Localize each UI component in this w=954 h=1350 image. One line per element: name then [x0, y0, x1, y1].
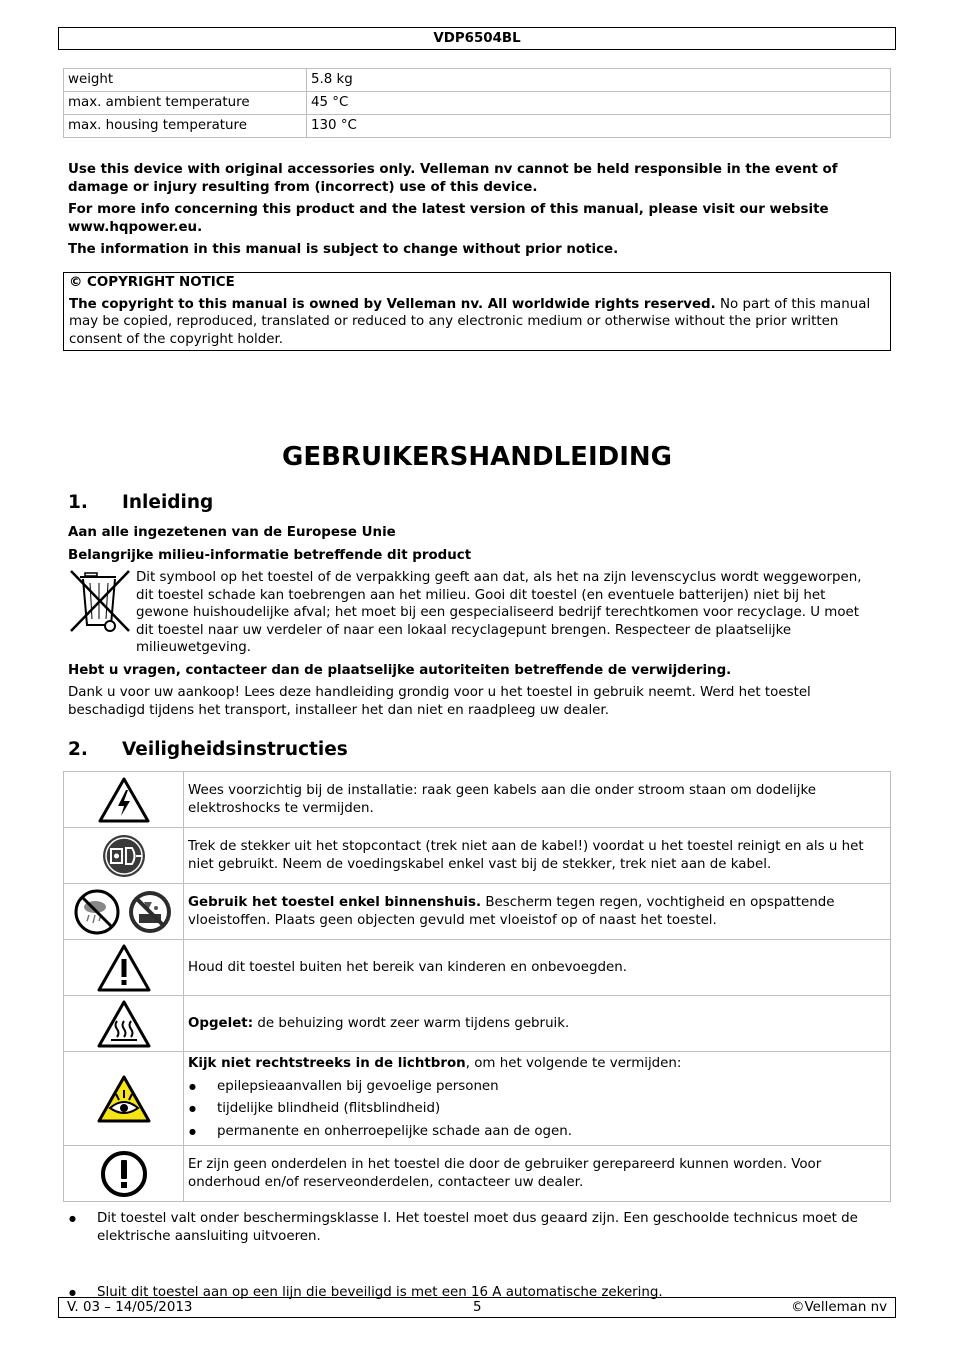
spec-table: [63, 68, 891, 138]
safety-normal-text: Bescherm tegen regen, vochtigheid en opspattende vloeistoffen. Plaats geen objecten gevuld met vloeistof op of naast het toestel.: [188, 895, 835, 928]
copyright-bold-text: The copyright to this manual is owned by Velleman nv. All worldwide rights reserved.: [69, 296, 716, 312]
table-row: [64, 1052, 891, 1146]
table-row: [64, 884, 891, 940]
thanks-text: Dank u voor uw aankoop! Lees deze handleiding grondig voor u het toestel in gebruik neemt. Werd het toestel beschadigd tijdens het transport, installeer het dan niet en raadpleeg uw dealer.: [68, 685, 811, 718]
section-title: Inleiding: [122, 492, 214, 513]
subheading-eu: Aan alle ingezetenen van de Europese Unie: [68, 525, 396, 540]
safety-bold-text: Gebruik het toestel enkel binnenshuis.: [188, 895, 482, 910]
notice-accessories: Use this device with original accessories only. Velleman nv cannot be held responsible in the event of damage or injury resulting from (incorrect) use of this device.: [68, 162, 838, 195]
no-rain-icon: [73, 888, 121, 936]
copyright-body: [69, 296, 885, 349]
electric-shock-warning-icon: [64, 772, 184, 828]
exclamation-circle-icon: [64, 1146, 184, 1202]
safety-bold-text: Opgelet:: [188, 1015, 254, 1031]
list-item: ● permanente en onherroepelijke schade aan de ogen.: [188, 1123, 886, 1141]
section-2-heading: [68, 738, 348, 762]
safety-text: Houd dit toestel buiten het bereik van kinderen en onbevoegden.: [184, 940, 891, 996]
list-item: ● tijdelijke blindheid (flitsblindheid): [188, 1100, 886, 1118]
no-rain-no-liquid-icons: [64, 884, 184, 940]
footer-page-number: 5: [473, 1300, 482, 1315]
spec-label: weight: [64, 69, 307, 92]
section-number: 1.: [68, 492, 88, 513]
table-row: [64, 828, 891, 884]
section-title: Veiligheidsinstructies: [122, 739, 348, 760]
table-row: [64, 115, 891, 138]
safety-table: [63, 771, 891, 1202]
list-item: ● Sluit dit toestel aan op een lijn die beveiligd is met een 16 A automatische zekering.: [68, 1284, 887, 1302]
notice-more-info: For more info concerning this product and the latest version of this manual, please visit our website www.hqpower.eu.: [68, 202, 829, 235]
copyright-text: No part of this manual may be copied, reproduced, translated or reduced to any electronic medium or otherwise without the prior written consent of the copyright holder.: [69, 296, 871, 347]
table-row: [64, 996, 891, 1052]
weee-bin-icon: [68, 569, 132, 635]
safety-normal-text: de behuizing wordt zeer warm tijdens gebruik.: [253, 1015, 570, 1031]
table-row: [64, 92, 891, 115]
spec-value: 5.8 kg: [307, 69, 891, 92]
manual-title: GEBRUIKERSHANDLEIDING: [282, 442, 672, 472]
spec-value: 130 °C: [307, 115, 891, 138]
list-item: ● Dit toestel valt onder beschermingsklasse I. Het toestel moet dus geaard zijn. Een geschoolde technicus moet de elektrische aansluiting uitvoeren.: [68, 1210, 887, 1245]
table-row: [64, 772, 891, 828]
footer-company: ©Velleman nv: [791, 1300, 887, 1315]
footer-version: V. 03 – 14/05/2013: [67, 1300, 193, 1315]
weee-text: Dit symbool op het toestel of de verpakking geeft aan dat, als het na zijn levenscyclus wordt weggeworpen, dit toestel schade kan toebrengen aan het milieu. Gooi dit toestel (en eventuele batterijen) niet bij het gewone huishoudelijke afval; het moet bij een gespecialiseerd bedrijf terechtkomen voor recyclage. U moet dit toestel naar uw verdeler of naar een lokaal recyclagepunt brengen. Respecteer de plaatselijke milieuwetgeving.: [136, 570, 862, 655]
spec-value: 45 °C: [307, 92, 891, 115]
spec-label: max. ambient temperature: [64, 92, 307, 115]
safety-text: Wees voorzichtig bij de installatie: raak geen kabels aan die onder stroom staan om dodelijke elektroshocks te vermijden.: [184, 772, 891, 828]
spec-label: max. housing temperature: [64, 115, 307, 138]
hot-surface-icon: [64, 996, 184, 1052]
section-number: 2.: [68, 739, 88, 760]
document-footer: [58, 1297, 896, 1318]
document-header-model: VDP6504BL: [58, 27, 896, 50]
safety-normal-text: , om het volgende te vermijden:: [465, 1056, 682, 1071]
subheading-environment: Belangrijke milieu-informatie betreffende dit product: [68, 548, 472, 563]
section-1-heading: [68, 491, 213, 515]
table-row: [64, 1146, 891, 1202]
safety-bold-text: Kijk niet rechtstreeks in de lichtbron: [188, 1056, 466, 1071]
list-item: ● epilepsieaanvallen bij gevoelige personen: [188, 1078, 886, 1096]
safety-text: [184, 1052, 891, 1146]
eye-light-warning-icon: [64, 1052, 184, 1146]
safety-text: [184, 884, 891, 940]
table-row: [64, 69, 891, 92]
notice-change: The information in this manual is subject to change without prior notice.: [68, 242, 619, 257]
table-row: [64, 940, 891, 996]
safety-lead: [188, 1055, 886, 1073]
safety-text: Er zijn geen onderdelen in het toestel die door de gebruiker gerepareerd kunnen worden. Voor onderhoud en/of reserveonderdelen, contacteer uw dealer.: [184, 1146, 891, 1202]
safety-text: Trek de stekker uit het stopcontact (trek niet aan de kabel!) voordat u het toestel reinigt en als u het niet gebruikt. Neem de voedingskabel enkel vast bij de stekker, trek niet aan de kabel.: [184, 828, 891, 884]
general-warning-icon: [64, 940, 184, 996]
no-liquid-icon: [126, 888, 174, 936]
copyright-notice: [63, 272, 891, 351]
copyright-heading: © COPYRIGHT NOTICE: [69, 275, 235, 290]
unplug-icon: [64, 828, 184, 884]
questions-text: Hebt u vragen, contacteer dan de plaatselijke autoriteiten betreffende de verwijdering.: [68, 663, 732, 678]
safety-text: [184, 996, 891, 1052]
